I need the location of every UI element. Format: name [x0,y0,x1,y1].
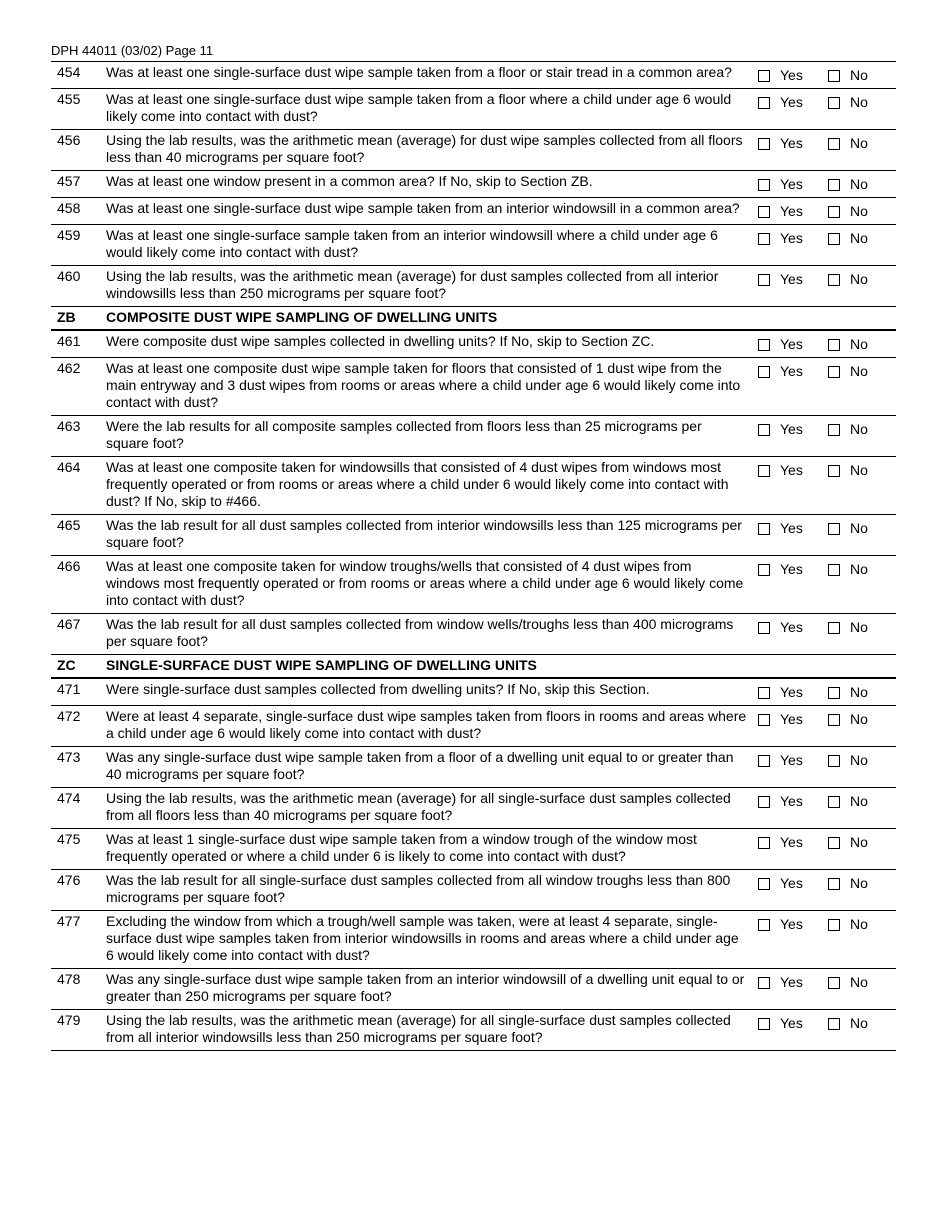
question-number: 458 [57,200,81,216]
no-checkbox[interactable] [828,206,840,218]
yes-option[interactable] [756,421,826,438]
section-header-row [51,307,896,331]
question-row [51,870,896,911]
question-number: 471 [57,681,81,697]
yes-option[interactable] [756,793,826,810]
answer-options [756,872,896,892]
yes-label: Yes [780,421,803,437]
yes-checkbox[interactable] [758,919,770,931]
answer-options [756,227,896,247]
question-number: 474 [57,790,81,806]
answer-options [756,790,896,810]
question-number: 461 [57,333,81,349]
question-text: Was at least one single-surface sample taken from an interior windowsill where a child under age 6 would likely come into contact with dust? [106,227,718,260]
yes-option[interactable] [756,462,826,479]
no-option[interactable] [826,336,886,353]
yes-option[interactable] [756,271,826,288]
yes-option[interactable] [756,230,826,247]
yes-option[interactable] [756,135,826,152]
question-text: Were composite dust wipe samples collected in dwelling units? If No, skip to Section ZC. [106,333,655,349]
yes-option[interactable] [756,176,826,193]
yes-label: Yes [780,230,803,246]
no-label: No [850,462,868,478]
question-number: 465 [57,517,81,533]
question-row [51,62,896,89]
no-option[interactable] [826,561,886,578]
question-number: 475 [57,831,81,847]
yes-label: Yes [780,462,803,478]
no-checkbox[interactable] [828,837,840,849]
no-checkbox[interactable] [828,977,840,989]
question-row [51,225,896,266]
question-text: Were at least 4 separate, single-surface dust wipe samples taken from floors in rooms and areas where a child under age 6 would likely come into contact with dust? [106,708,747,741]
question-text: Was the lab result for all single-surface dust samples collected from all window troughs less than 800 micrograms per square foot? [106,872,731,905]
question-number: 462 [57,360,81,376]
yes-label: Yes [780,875,803,891]
no-checkbox[interactable] [828,97,840,109]
question-number: 460 [57,268,81,284]
yes-label: Yes [780,203,803,219]
section-title: SINGLE-SURFACE DUST WIPE SAMPLING OF DWELLING UNITS [106,657,537,673]
question-text: Was at least one window present in a common area? If No, skip to Section ZB. [106,173,593,189]
question-text: Was at least one single-surface dust wipe sample taken from a floor where a child under age 6 would likely come into contact with dust? [106,91,732,124]
yes-checkbox[interactable] [758,70,770,82]
no-label: No [850,67,868,83]
no-checkbox[interactable] [828,366,840,378]
yes-checkbox[interactable] [758,424,770,436]
question-row [51,89,896,130]
yes-option[interactable] [756,67,826,84]
no-checkbox[interactable] [828,564,840,576]
yes-label: Yes [780,67,803,83]
no-checkbox[interactable] [828,70,840,82]
no-label: No [850,230,868,246]
yes-checkbox[interactable] [758,465,770,477]
question-text: Using the lab results, was the arithmetic mean (average) for dust samples collected from all interior windowsills less than 250 micrograms per square foot? [106,268,719,301]
question-number: 478 [57,971,81,987]
no-checkbox[interactable] [828,1018,840,1030]
yes-label: Yes [780,974,803,990]
answer-options [756,418,896,438]
yes-label: Yes [780,135,803,151]
question-number: 455 [57,91,81,107]
question-number: 472 [57,708,81,724]
answer-options [756,681,896,701]
question-row [51,706,896,747]
no-label: No [850,711,868,727]
no-label: No [850,363,868,379]
no-option[interactable] [826,619,886,636]
no-label: No [850,752,868,768]
yes-checkbox[interactable] [758,523,770,535]
question-text: Using the lab results, was the arithmetic mean (average) for dust wipe samples collected from all floors less than 40 micrograms per square foot? [106,132,743,165]
yes-checkbox[interactable] [758,179,770,191]
answer-options [756,831,896,851]
question-text: Was at least 1 single-surface dust wipe sample taken from a window trough of the window most frequently operated or where a child under 6 is likely to come into contact with dust? [106,831,697,864]
question-row [51,171,896,198]
yes-label: Yes [780,363,803,379]
answer-options [756,971,896,991]
question-row [51,788,896,829]
yes-checkbox[interactable] [758,837,770,849]
yes-label: Yes [780,684,803,700]
no-option[interactable] [826,684,886,701]
yes-label: Yes [780,176,803,192]
no-checkbox[interactable] [828,424,840,436]
yes-label: Yes [780,711,803,727]
no-option[interactable] [826,834,886,851]
yes-option[interactable] [756,94,826,111]
answer-options [756,173,896,193]
yes-option[interactable] [756,1015,826,1032]
yes-option[interactable] [756,363,826,380]
no-option[interactable] [826,752,886,769]
question-number: 476 [57,872,81,888]
no-label: No [850,421,868,437]
question-row [51,331,896,358]
yes-checkbox[interactable] [758,97,770,109]
no-label: No [850,793,868,809]
no-checkbox[interactable] [828,465,840,477]
yes-checkbox[interactable] [758,1018,770,1030]
yes-label: Yes [780,793,803,809]
no-label: No [850,203,868,219]
question-text: Excluding the window from which a trough/well sample was taken, were at least 4 separate, single-surface dust wipe samples taken from interior windowsills in rooms and areas where a child under age 6 would likely come into contact with dust? [106,913,739,963]
no-checkbox[interactable] [828,878,840,890]
question-number: 473 [57,749,81,765]
yes-option[interactable] [756,834,826,851]
no-label: No [850,94,868,110]
answer-options [756,132,896,152]
answer-options [756,64,896,84]
no-label: No [850,684,868,700]
yes-checkbox[interactable] [758,339,770,351]
answer-options [756,200,896,220]
no-label: No [850,619,868,635]
question-number: 456 [57,132,81,148]
answer-options [756,708,896,728]
yes-option[interactable] [756,336,826,353]
question-text: Was at least one single-surface dust wipe sample taken from a floor or stair tread in a common area? [106,64,732,80]
yes-label: Yes [780,94,803,110]
question-text: Was any single-surface dust wipe sample taken from an interior windowsill of a dwelling unit equal to or greater than 250 micrograms per square foot? [106,971,745,1004]
yes-checkbox[interactable] [758,564,770,576]
no-option[interactable] [826,94,886,111]
question-number: 454 [57,64,81,80]
no-label: No [850,875,868,891]
section-code: ZB [57,309,76,325]
question-row [51,266,896,307]
no-label: No [850,561,868,577]
no-label: No [850,520,868,536]
yes-checkbox[interactable] [758,233,770,245]
yes-checkbox[interactable] [758,366,770,378]
yes-checkbox[interactable] [758,755,770,767]
yes-checkbox[interactable] [758,206,770,218]
answer-options [756,333,896,353]
yes-option[interactable] [756,619,826,636]
yes-option[interactable] [756,752,826,769]
no-label: No [850,974,868,990]
no-label: No [850,1015,868,1031]
question-number: 457 [57,173,81,189]
yes-label: Yes [780,834,803,850]
yes-option[interactable] [756,974,826,991]
yes-checkbox[interactable] [758,878,770,890]
question-row [51,911,896,969]
no-option[interactable] [826,421,886,438]
no-checkbox[interactable] [828,523,840,535]
no-checkbox[interactable] [828,233,840,245]
no-option[interactable] [826,916,886,933]
section-header-row [51,655,896,679]
question-text: Was any single-surface dust wipe sample taken from a floor of a dwelling unit equal to or greater than 40 micrograms per square foot? [106,749,734,782]
yes-checkbox[interactable] [758,796,770,808]
question-number: 464 [57,459,81,475]
question-number: 459 [57,227,81,243]
section-code: ZC [57,657,76,673]
yes-checkbox[interactable] [758,274,770,286]
question-row [51,614,896,655]
yes-label: Yes [780,336,803,352]
no-option[interactable] [826,974,886,991]
no-checkbox[interactable] [828,179,840,191]
no-option[interactable] [826,1015,886,1032]
no-option[interactable] [826,711,886,728]
question-text: Was the lab result for all dust samples collected from interior windowsills less than 125 micrograms per square foot? [106,517,742,550]
no-option[interactable] [826,176,886,193]
no-checkbox[interactable] [828,796,840,808]
no-checkbox[interactable] [828,714,840,726]
no-option[interactable] [826,230,886,247]
answer-options [756,459,896,479]
section-title: COMPOSITE DUST WIPE SAMPLING OF DWELLING UNITS [106,309,498,325]
question-row [51,829,896,870]
question-row [51,457,896,515]
no-label: No [850,135,868,151]
no-checkbox[interactable] [828,755,840,767]
question-row [51,358,896,416]
answer-options [756,1012,896,1032]
no-option[interactable] [826,462,886,479]
answer-options [756,558,896,578]
yes-label: Yes [780,561,803,577]
question-number: 479 [57,1012,81,1028]
yes-checkbox[interactable] [758,714,770,726]
answer-options [756,616,896,636]
question-row [51,515,896,556]
yes-label: Yes [780,752,803,768]
question-text: Was at least one composite taken for window troughs/wells that consisted of 4 dust wipes from windows most frequently operated or from rooms or areas where a child under age 6 would likely come into contact with dust? [106,558,744,608]
no-label: No [850,271,868,287]
no-label: No [850,834,868,850]
yes-label: Yes [780,619,803,635]
no-checkbox[interactable] [828,687,840,699]
question-row [51,969,896,1010]
question-text: Was at least one single-surface dust wipe sample taken from an interior windowsill in a common area? [106,200,740,216]
answer-options [756,91,896,111]
yes-option[interactable] [756,916,826,933]
question-row [51,747,896,788]
no-checkbox[interactable] [828,339,840,351]
no-option[interactable] [826,67,886,84]
question-number: 463 [57,418,81,434]
question-text: Was at least one composite dust wipe sample taken for floors that consisted of 1 dust wipe from the main entryway and 3 dust wipes from rooms or areas where a child under age 6 would likely come into contact with dust? [106,360,741,410]
question-row [51,198,896,225]
answer-options [756,913,896,933]
no-option[interactable] [826,271,886,288]
question-text: Using the lab results, was the arithmetic mean (average) for all single-surface dust samples collected from all floors less than 40 micrograms per square foot? [106,790,731,823]
yes-option[interactable] [756,711,826,728]
no-option[interactable] [826,135,886,152]
yes-label: Yes [780,271,803,287]
no-label: No [850,176,868,192]
no-option[interactable] [826,520,886,537]
yes-option[interactable] [756,520,826,537]
no-option[interactable] [826,875,886,892]
no-label: No [850,916,868,932]
no-option[interactable] [826,363,886,380]
yes-option[interactable] [756,684,826,701]
yes-option[interactable] [756,875,826,892]
answer-options [756,360,896,380]
question-row [51,1010,896,1051]
yes-checkbox[interactable] [758,622,770,634]
answer-options [756,749,896,769]
question-text: Was at least one composite taken for windowsills that consisted of 4 dust wipes from windows most frequently operated or from rooms or areas where a child under 6 would likely come into contact with dust? If No, skip to #466. [106,459,729,509]
no-checkbox[interactable] [828,919,840,931]
no-checkbox[interactable] [828,622,840,634]
answer-options [756,268,896,288]
question-text: Was the lab result for all dust samples collected from window wells/troughs less than 400 micrograms per square foot? [106,616,734,649]
question-row [51,679,896,706]
question-number: 466 [57,558,81,574]
yes-label: Yes [780,916,803,932]
yes-checkbox[interactable] [758,977,770,989]
no-option[interactable] [826,793,886,810]
no-checkbox[interactable] [828,138,840,150]
question-row [51,416,896,457]
question-number: 467 [57,616,81,632]
yes-option[interactable] [756,561,826,578]
no-checkbox[interactable] [828,274,840,286]
yes-option[interactable] [756,203,826,220]
question-row [51,130,896,171]
form-page-header: DPH 44011 (03/02) Page 11 [51,43,214,58]
question-text: Were single-surface dust samples collected from dwelling units? If No, skip this Section. [106,681,650,697]
yes-checkbox[interactable] [758,138,770,150]
no-option[interactable] [826,203,886,220]
answer-options [756,517,896,537]
yes-checkbox[interactable] [758,687,770,699]
question-number: 477 [57,913,81,929]
question-row [51,556,896,614]
question-text: Were the lab results for all composite samples collected from floors less than 25 micrograms per square foot? [106,418,702,451]
questionnaire-table [51,61,896,1051]
yes-label: Yes [780,520,803,536]
no-label: No [850,336,868,352]
question-text: Using the lab results, was the arithmetic mean (average) for all single-surface dust samples collected from all interior windowsills less than 250 micrograms per square foot? [106,1012,731,1045]
yes-label: Yes [780,1015,803,1031]
